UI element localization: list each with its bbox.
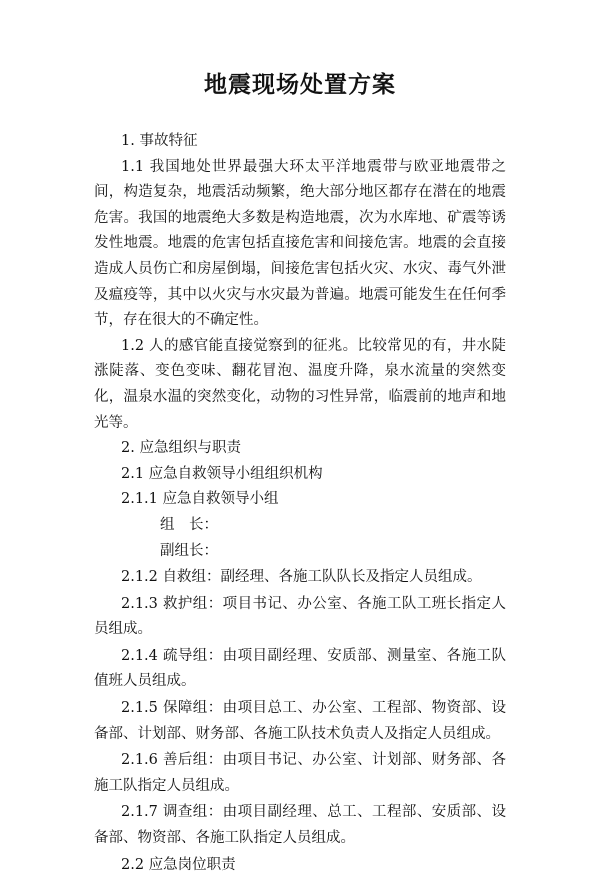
deputy-leader-line: 副组长：: [160, 542, 218, 559]
paragraph-2-1-3: 2.1.3 救护组：项目书记、办公室、各施工队工班长指定人员组成。: [94, 595, 506, 638]
paragraph-2-1-7: 2.1.7 调查组：由项目副经理、总工、工程部、安质部、设备部、物资部、各施工队指定人员组成。: [94, 804, 506, 847]
paragraph-1-2: 1.2 人的感官能直接觉察到的征兆。比较常见的有，井水陡涨陡落、变色变味、翻花冒泡、温度升降，泉水流量的突然变化，温泉水温的突然变化，动物的习性异常，临震前的地声和地光等。: [94, 337, 506, 431]
paragraph-2-1-6: 2.1.6 善后组：由项目书记、办公室、计划部、财务部、各施工队指定人员组成。: [94, 752, 506, 794]
subsection-heading-2-2: 2.2 应急岗位职责: [121, 856, 236, 873]
subsection-heading-2-1: 2.1 应急自救领导小组组织机构: [121, 465, 323, 482]
paragraph-2-1-4: 2.1.4 疏导组：由项目副经理、安质部、测量室、各施工队值班人员组成。: [94, 647, 506, 690]
paragraph-1-1: 1.1 我国地处世界最强大环太平洋地震带与欧亚地震带之间，构造复杂，地震活动频繁，绝大部分地区都存在潜在的地震危害。我国的地震绝大多数是构造地震，次为水库地、矿震等诱发性地震。地震的危害包括直接危害和间接危害。地震的会直接造成人员伤亡和房屋倒塌，间接危害包括火灾、水灾、毒气外泄及瘟疫等，其中以火灾与水灾最为普遍。地震可能发生在任何季节，存在很大的不确定性。: [94, 158, 506, 329]
subsection-heading-2-1-1: 2.1.1 应急自救领导小组: [121, 491, 279, 508]
document-title: 地震现场处置方案: [204, 71, 396, 98]
paragraph-2-1-2: 2.1.2 自救组：副经理、各施工队队长及指定人员组成。: [121, 569, 482, 586]
paragraph-2-1-5: 2.1.5 保障组：由项目总工、办公室、工程部、物资部、设备部、计划部、财务部、各施工队技术负责人及指定人员组成。: [94, 700, 506, 742]
section-heading-2: 2. 应急组织与职责: [121, 440, 241, 457]
leader-line: 组 长：: [160, 516, 218, 533]
section-heading-1: 1. 事故特征: [121, 133, 198, 149]
